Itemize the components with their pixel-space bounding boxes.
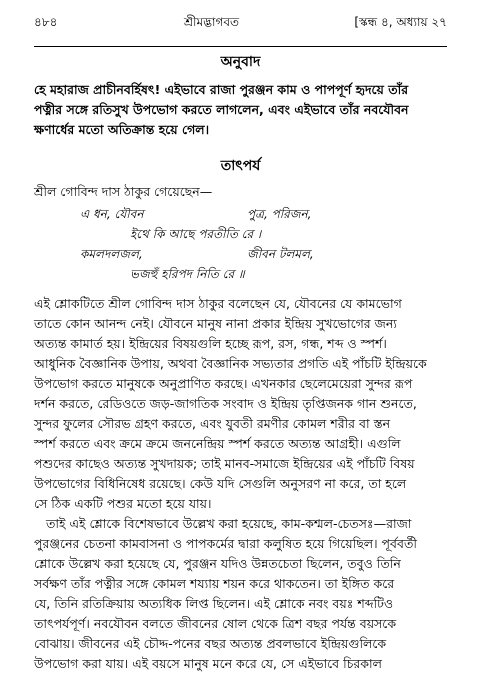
song-verse <box>34 204 447 284</box>
paragraph-line: সে ঠিক একটি পশুর মতো হয়ে যায়। <box>34 496 212 511</box>
paragraph-line: তাৎপর্যপূর্ণ। নবযৌবন বলতে জীবনের ষোল থেকে ত্রিশ বছর পর্যন্ত বয়সকে <box>34 616 397 631</box>
translation-text <box>34 80 447 140</box>
translation-line: হে মহারাজ প্রাচীনবর্হিষৎ! এইভাবে রাজা পুরঞ্জন কাম ও পাপপূর্ণ হৃদয়ে তাঁর <box>34 82 409 97</box>
page-number: ৪৮৪ <box>34 15 58 29</box>
paragraph-line: তাতে কোন আনন্দ নেই। যৌবনে মানুষ নানা প্রকার ইন্দ্রিয় সুখভোগের জন্য <box>34 316 397 331</box>
paragraph-line: এই শ্লোকটিতে শ্রীল গোবিন্দ দাস ঠাকুর বলেছেন যে, যৌবনের যে কামভোগ <box>34 296 402 311</box>
verse-segment: পুত্র, পরিজন, <box>247 207 312 221</box>
paragraph-line: তাই এই শ্লোকে বিশেষভাবে উল্লেখ করা হয়েছে, কাম-কশ্মল-চেতসঃ—রাজা <box>46 516 412 531</box>
purport-paragraph-1 <box>34 294 447 514</box>
purport-intro: শ্রীল গোবিন্দ দাস ঠাকুর গেয়েছেন— <box>34 184 213 199</box>
verse-segment: জীবন টলমল, <box>247 247 314 261</box>
book-page <box>0 12 477 687</box>
paragraph-line: উপভোগ করতে মানুষকে অনুপ্রাণিত করছে। এখনকার ছেলেমেয়েরা সুন্দর রূপ <box>34 376 413 391</box>
paragraph-line: শ্লোকে উল্লেখ করা হয়েছে যে, পুরঞ্জন যদিও উন্নতচেতা ছিলেন, তবুও তিনি <box>34 556 401 571</box>
running-title: শ্রীমদ্ভাগবত <box>184 15 240 29</box>
header-rule <box>34 46 447 47</box>
purport-body <box>34 294 447 674</box>
paragraph-line: উপভোগ করা যায়। এই বয়সে মানুষ মনে করে যে, সে এইভাবে চিরকাল <box>34 656 382 671</box>
paragraph-line: অত্যন্ত কামার্ত হয়। ইন্দ্রিয়ের বিষয়গুলি হচ্ছে রূপ, রস, গন্ধ, শব্দ ও স্পর্শ। <box>34 336 387 351</box>
paragraph-line: দর্শন করতে, রেডিওতে জড়-জাগতিক সংবাদ ও ইন্দ্রিয় তৃপ্তিজনক গান শুনতে, <box>34 396 417 411</box>
paragraph-line: সর্বক্ষণ তাঁর পত্নীর সঙ্গে কোমল শয্যায় শয়ন করে থাকতেন। তা ইঙ্গিত করে <box>34 576 395 591</box>
page-header <box>34 12 447 34</box>
paragraph-line: বোঝায়। জীবনের এই চৌদ্দ-পনের বছর অত্যন্ত প্রবলভাবে ইন্দ্রিয়গুলিকে <box>34 636 387 651</box>
verse-line <box>34 264 447 284</box>
translation-line: ক্ষণার্ধের মতো অতিক্রান্ত হয়ে গেল। <box>34 122 210 137</box>
verse-segment: ইথে কি আছে পরতীতি রে । <box>130 227 262 241</box>
translation-line: পত্নীর সঙ্গে রতিসুখ উপভোগ করতে লাগলেন, এবং এইভাবে তাঁর নবযৌবন <box>34 102 409 117</box>
paragraph-line: সুন্দর ফুলের সৌরভ গ্রহণ করতে, এবং যুবতী রমণীর কোমল শরীর বা স্তন <box>34 416 391 431</box>
verse-segment: এ ধন, যৌবন <box>80 207 144 221</box>
verse-segment: ভজহুঁ হরিপদ নিতি রে ॥ <box>130 267 245 281</box>
paragraph-line: পুরঞ্জনের চেতনা কামবাসনা ও পাপকর্মের দ্বারা কলুষিত হয়ে গিয়েছিল। পূর্ববর্তী <box>34 536 417 551</box>
paragraph-line: স্পর্শ করতে এবং ক্রমে ক্রমে জননেন্দ্রিয় স্পর্শ করতে অত্যন্ত আগ্রহী। এগুলি <box>34 436 401 451</box>
section-reference: [স্কন্ধ ৪, অধ্যায় ২৭ <box>354 15 447 29</box>
verse-line <box>34 224 447 244</box>
paragraph-line: আধুনিক বৈজ্ঞানিক উপায়, অথবা বৈজ্ঞানিক সভ্যতার প্রগতি এই পাঁচটি ইন্দ্রিয়কে <box>34 356 427 371</box>
purport-paragraph-2 <box>34 514 447 674</box>
purport-heading: তাৎপর্য <box>220 158 261 174</box>
verse-segment: কমলদলজল, <box>80 247 143 261</box>
verse-line <box>34 244 447 264</box>
translation-heading: অনুবাদ <box>220 54 261 70</box>
verse-line <box>34 204 447 224</box>
paragraph-line: পশুদের কাছেও অত্যন্ত সুখদায়ক; তাই মানব-সমাজে ইন্দ্রিয়ের এই পাঁচটি বিষয় <box>34 456 415 471</box>
paragraph-line: যে, তিনি রতিক্রিয়ায় অত্যধিক লিপ্ত ছিলেন। এই শ্লোকে নবং বয়ঃ শব্দটিও <box>34 596 394 611</box>
paragraph-line: উপভোগের বিধিনিষেধ রয়েছে। কেউ যদি সেগুলি অনুসরণ না করে, তা হলে <box>34 476 407 491</box>
